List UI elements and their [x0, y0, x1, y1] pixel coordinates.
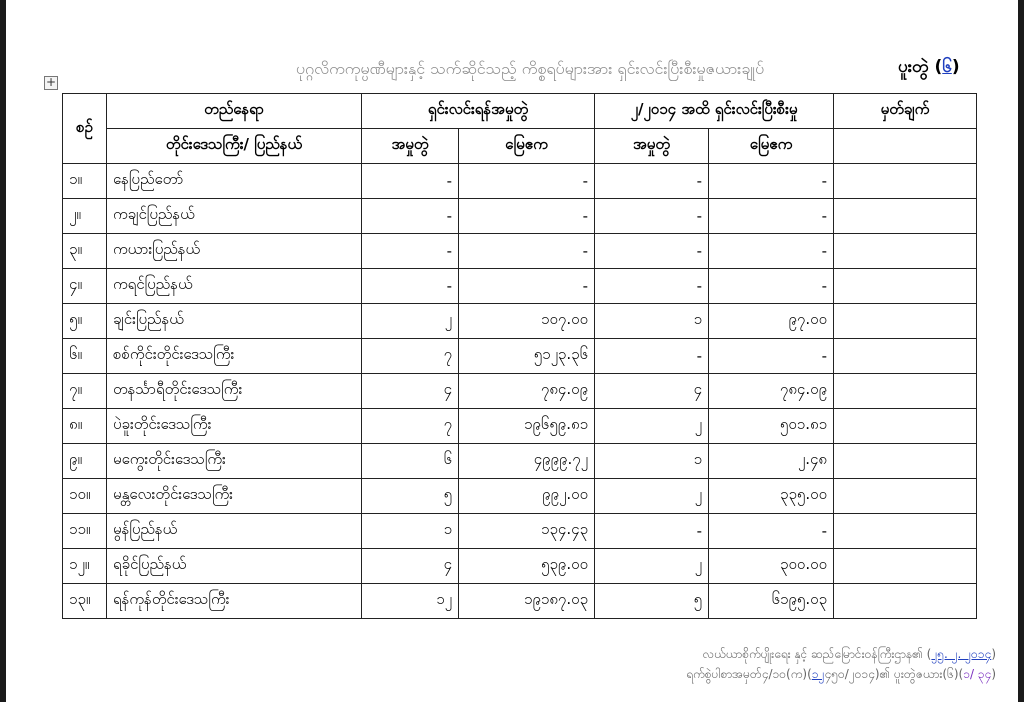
annex-suffix: ): [951, 57, 960, 77]
header-acres-to-clear: မြေဧက: [459, 129, 595, 164]
table-row: [63, 269, 977, 304]
row-remark: [834, 234, 977, 269]
row-acres-cleared: ၉၇.၀၀: [709, 304, 834, 339]
row-acres-cleared: -: [709, 514, 834, 549]
row-region: မကွေးတိုင်းဒေသကြီး: [107, 444, 362, 479]
row-cases-cleared: -: [595, 234, 709, 269]
row-cases-cleared: ၄: [595, 374, 709, 409]
row-acres-to-clear: ၅၁၂၃.၃၆: [459, 339, 595, 374]
row-region: ပဲခူးတိုင်းဒေသကြီး: [107, 409, 362, 444]
row-acres-to-clear: -: [459, 269, 595, 304]
table-row: [63, 374, 977, 409]
row-number: ၄။: [63, 269, 107, 304]
row-cases-cleared: -: [595, 514, 709, 549]
row-acres-cleared: ၆၁၉၅.၀၃: [709, 584, 834, 619]
table-move-handle-icon[interactable]: +: [45, 75, 57, 89]
row-remark: [834, 304, 977, 339]
row-region: နေပြည်တော်: [107, 164, 362, 199]
table-row: [63, 584, 977, 619]
row-cases-cleared: ၁: [595, 444, 709, 479]
footer-line2-text: ရက်စွဲပါစာအမှတ်၄/၁၀(က)(: [686, 667, 812, 681]
header-location-sub: တိုင်းဒေသကြီး/ ပြည်နယ်: [107, 129, 362, 164]
row-acres-to-clear: ၅၃၉.၀၀: [459, 549, 595, 584]
header-cleared: ၂/၂၀၁၄ အထိ ရှင်းလင်းပြီးစီးမှု: [595, 94, 834, 129]
header-acres-cleared: မြေဧက: [709, 129, 834, 164]
row-acres-to-clear: ၁၃၄.၄၃: [459, 514, 595, 549]
header-cases-to-clear: အမှုတွဲ: [362, 129, 459, 164]
row-cases-to-clear: -: [362, 269, 459, 304]
row-number: ၁။: [63, 164, 107, 199]
row-cases-to-clear: -: [362, 164, 459, 199]
row-region: ရန်ကုန်တိုင်းဒေသကြီး: [107, 584, 362, 619]
row-acres-to-clear: ၁၉၆၅၉.၈၁: [459, 409, 595, 444]
row-cases-to-clear: ၁: [362, 514, 459, 549]
row-remark: [834, 584, 977, 619]
row-cases-to-clear: ၇: [362, 339, 459, 374]
page-title: ပုဂ္ဂလိကကုမ္ပဏီများနှင့် သက်ဆိုင်သည့် ကိစ္စရပ်များအား ရှင်းလင်းပြီးစီးမှုဇယားချုပ်: [295, 59, 765, 78]
row-region: မွန်ပြည်နယ်: [107, 514, 362, 549]
row-remark: [834, 269, 977, 304]
table-row: [63, 304, 977, 339]
annex-number: ၆: [942, 57, 952, 77]
row-acres-cleared: -: [709, 234, 834, 269]
row-cases-cleared: ၅: [595, 584, 709, 619]
row-cases-to-clear: ၇: [362, 409, 459, 444]
footer-line1-date: ၂၅. ၂. ၂၀၁၄: [931, 647, 992, 661]
row-cases-cleared: ၂: [595, 479, 709, 514]
row-remark: [834, 444, 977, 479]
row-number: ၈။: [63, 409, 107, 444]
table-row: [63, 444, 977, 479]
row-cases-cleared: ၂: [595, 409, 709, 444]
row-cases-cleared: -: [595, 339, 709, 374]
row-remark: [834, 374, 977, 409]
row-acres-cleared: ၇၈၄.၀၉: [709, 374, 834, 409]
row-remark: [834, 339, 977, 374]
summary-table: [62, 93, 977, 619]
row-number: ၇။: [63, 374, 107, 409]
row-number: ၉။: [63, 444, 107, 479]
page-edge-right: [1018, 0, 1024, 702]
row-acres-to-clear: ၁၀၇.၀၀: [459, 304, 595, 339]
row-remark: [834, 164, 977, 199]
row-remark: [834, 514, 977, 549]
row-acres-to-clear: ၁၉၁၈၇.၀၃: [459, 584, 595, 619]
row-region: ကချင်ပြည်နယ်: [107, 199, 362, 234]
row-cases-to-clear: ၂: [362, 304, 459, 339]
table-row: [63, 549, 977, 584]
row-acres-cleared: -: [709, 269, 834, 304]
row-number: ၁၀။: [63, 479, 107, 514]
row-region: ချင်းပြည်နယ်: [107, 304, 362, 339]
header-no: စဉ်: [63, 94, 107, 164]
row-acres-to-clear: ၄၉၉၉.၇၂: [459, 444, 595, 479]
row-acres-to-clear: ၉၉၂.၀၀: [459, 479, 595, 514]
row-cases-to-clear: ၁၂: [362, 584, 459, 619]
table-row: [63, 514, 977, 549]
annex-prefix: ပူးတွဲ (: [898, 57, 943, 77]
row-cases-cleared: -: [595, 164, 709, 199]
header-to-clear: ရှင်းလင်းရန်အမှုတွဲ: [362, 94, 595, 129]
row-number: ၁၁။: [63, 514, 107, 549]
header-remarks: မှတ်ချက်: [834, 94, 977, 129]
row-region: မန္တလေးတိုင်းဒေသကြီး: [107, 479, 362, 514]
row-acres-cleared: -: [709, 164, 834, 199]
table-row: [63, 164, 977, 199]
footer-line2-end: ): [991, 667, 996, 681]
row-acres-to-clear: -: [459, 199, 595, 234]
row-number: ၅။: [63, 304, 107, 339]
row-remark: [834, 479, 977, 514]
row-region: စစ်ကိုင်းတိုင်းဒေသကြီး: [107, 339, 362, 374]
table-row: [63, 199, 977, 234]
row-remark: [834, 409, 977, 444]
row-cases-cleared: ၂: [595, 549, 709, 584]
page-edge-left: [0, 0, 6, 702]
row-acres-cleared: ၃၃၅.၀၀: [709, 479, 834, 514]
row-cases-cleared: ၁: [595, 304, 709, 339]
row-cases-to-clear: -: [362, 199, 459, 234]
row-region: ကရင်ပြည်နယ်: [107, 269, 362, 304]
footer-line2-mid: ၄၅၀/၂၀၁၄)၏ ပူးတွဲဇယား(၆)(: [824, 667, 964, 681]
row-acres-to-clear: -: [459, 234, 595, 269]
footer-reference-line1: [703, 646, 996, 664]
footer-line1-text: လယ်ယာစိုက်ပျိုးရေး နှင့် ဆည်မြောင်းဝန်ကြီးဌာန၏ (: [702, 647, 932, 661]
annex-label: [898, 56, 960, 81]
row-cases-to-clear: -: [362, 234, 459, 269]
footer-reference-line2: [686, 666, 996, 684]
row-remark: [834, 549, 977, 584]
row-acres-cleared: ၂.၄၈: [709, 444, 834, 479]
row-acres-to-clear: ၇၈၄.၀၉: [459, 374, 595, 409]
row-remark: [834, 199, 977, 234]
row-region: တနင်္သာရီတိုင်းဒေသကြီး: [107, 374, 362, 409]
header-cases-cleared: အမှုတွဲ: [595, 129, 709, 164]
header-remarks-blank: [834, 129, 977, 164]
row-cases-to-clear: ၆: [362, 444, 459, 479]
row-region: ရခိုင်ပြည်နယ်: [107, 549, 362, 584]
row-cases-cleared: -: [595, 199, 709, 234]
row-number: ၃။: [63, 234, 107, 269]
row-number: ၆။: [63, 339, 107, 374]
row-cases-to-clear: ၄: [362, 549, 459, 584]
footer-line2-page: ၁/ ၃၄: [963, 667, 992, 681]
row-acres-cleared: -: [709, 339, 834, 374]
row-region: ကယားပြည်နယ်: [107, 234, 362, 269]
table-row: [63, 409, 977, 444]
table-row: [63, 339, 977, 374]
header-location: တည်နေရာ: [107, 94, 362, 129]
row-cases-to-clear: ၄: [362, 374, 459, 409]
row-acres-cleared: ၃၀၀.၀၀: [709, 549, 834, 584]
row-number: ၁၃။: [63, 584, 107, 619]
row-number: ၁၂။: [63, 549, 107, 584]
row-acres-to-clear: -: [459, 164, 595, 199]
row-cases-to-clear: ၅: [362, 479, 459, 514]
table-row: [63, 479, 977, 514]
row-number: ၂။: [63, 199, 107, 234]
row-acres-cleared: ၅၀၁.၈၁: [709, 409, 834, 444]
row-acres-cleared: -: [709, 199, 834, 234]
table-row: [63, 234, 977, 269]
row-cases-cleared: -: [595, 269, 709, 304]
footer-line1-end: ): [991, 647, 996, 661]
footer-line2-ref: ၁၂: [811, 667, 825, 681]
